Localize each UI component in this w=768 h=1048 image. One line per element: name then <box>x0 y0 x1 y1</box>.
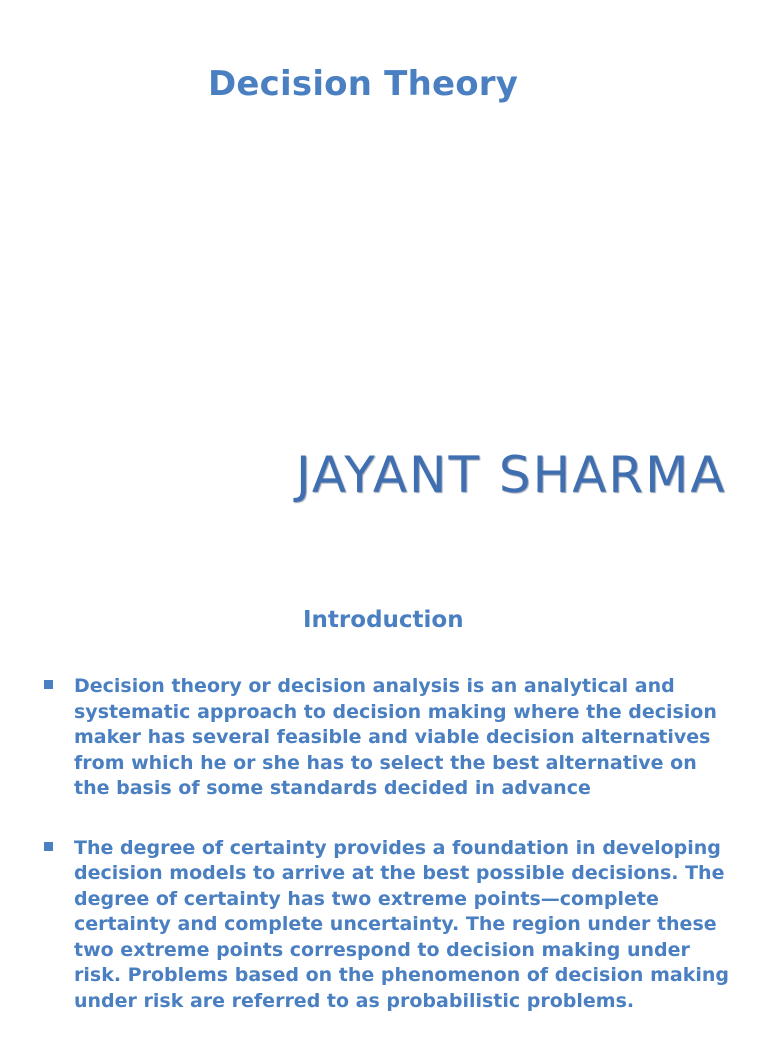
section-title-introduction: Introduction <box>303 607 464 633</box>
bullet-item-1 <box>44 674 734 802</box>
bullet-text-2: The degree of certainty provides a foundation in developing decision models to arrive at the best possible decisions. The degree of certainty has two extreme points—complete certainty and complete uncertainty. The region under these two extreme points correspond to decision making under risk. Problems based on the phenomenon of decision making under risk are referred to as probabilistic problems. <box>74 836 729 1012</box>
square-bullet-icon <box>44 680 53 689</box>
square-bullet-icon <box>44 842 53 851</box>
author-name: JAYANT SHARMA <box>296 446 727 504</box>
bullet-text-1: Decision theory or decision analysis is an analytical and systematic approach to decision making where the decision maker has several feasible and viable decision alternatives from which he or she has to select the best alternative on the basis of some standards decided in advance <box>74 675 717 799</box>
intro-bullet-list <box>44 674 734 1048</box>
page-title: Decision Theory <box>208 64 519 104</box>
bullet-item-2 <box>44 836 734 1015</box>
